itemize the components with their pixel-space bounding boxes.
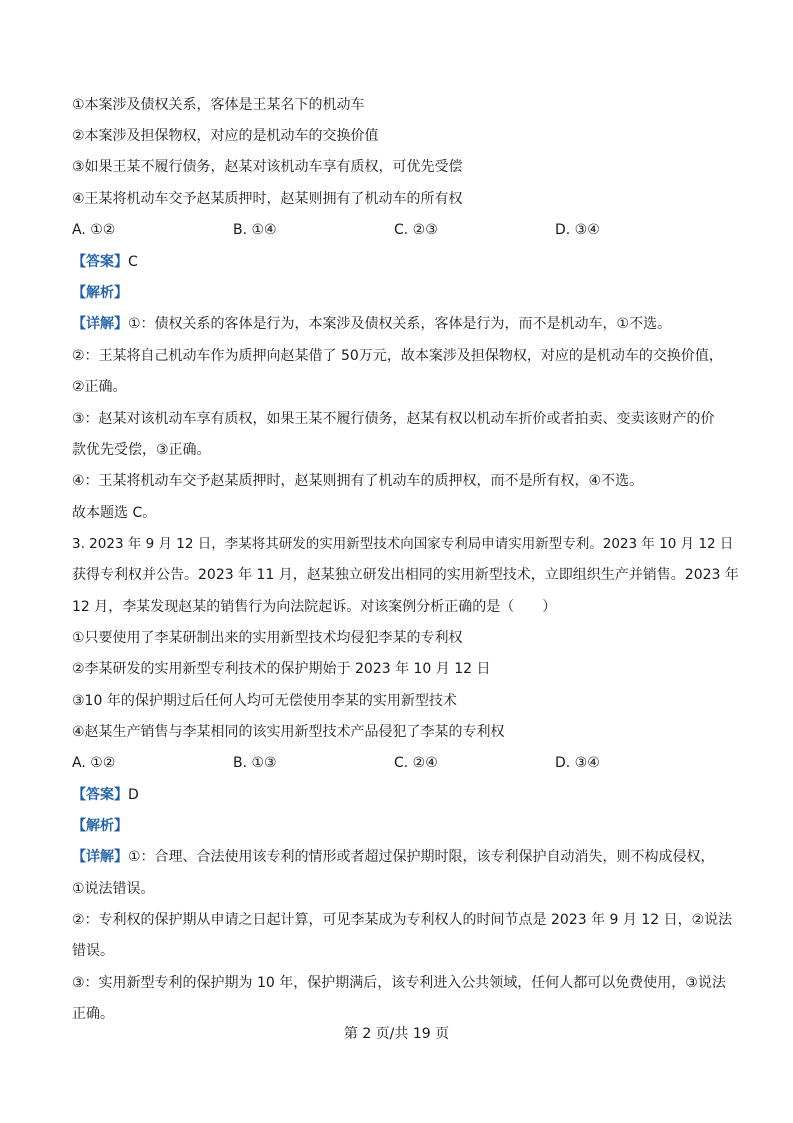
q2-option-c: C. ②③ [394,222,438,238]
detail-text: ①：合理、合法使用该专利的情形或者超过保护期时限，该专利保护自动消失，则不构成侵权， [128,849,715,865]
q3-detail-2b: 错误。 [72,943,114,959]
answer-value: C [128,254,138,270]
q2-answer [72,253,138,271]
q3-statement-1: ①只要使用了李某研制出来的实用新型技术均侵犯李某的专利权 [72,630,463,646]
page-footer: 第 2 页/共 19 页 [343,1026,450,1042]
q3-option-b: B. ①③ [233,755,277,771]
q2-detail-1 [72,315,671,333]
detail-tag: 【详解】 [72,849,128,865]
q3-option-d: D. ③④ [555,755,600,771]
detail-text: ①：债权关系的客体是行为，本案涉及债权关系，客体是行为，而不是机动车，①不选。 [128,316,672,332]
q3-statement-3: ③10 年的保护期过后任何人均可无偿使用李某的实用新型技术 [72,693,457,709]
q2-detail-2b: ②正确。 [72,379,127,395]
q3-option-a: A. ①② [72,755,116,771]
answer-value: D [128,787,139,803]
q3-option-c: C. ②④ [394,755,438,771]
q2-detail-4: ④：王某将机动车交予赵某质押时，赵某则拥有了机动车的质押权，而不是所有权，④不选。 [72,473,644,489]
q2-statement-2: ②本案涉及担保物权，对应的是机动车的交换价值 [72,128,379,144]
q2-analysis-heading [72,284,128,302]
q2-option-a: A. ①② [72,222,116,238]
q2-detail-2a: ②：王某将自己机动车作为质押向赵某借了 50万元，故本案涉及担保物权，对应的是机动车的交换价值， [72,348,723,364]
answer-tag: 【答案】 [72,254,128,270]
q3-stem-3: 12 月，李某发现赵某的销售行为向法院起诉。对该案例分析正确的是（ ） [72,599,557,615]
q3-statement-2: ②李某研发的实用新型专利技术的保护期始于 2023 年 10 月 12 日 [72,661,491,677]
q3-stem-1: 3. 2023 年 9 月 12 日，李某将其研发的实用新型技术向国家专利局申请实用新型专利。2023 年 10 月 12 日 [72,536,734,552]
answer-tag: 【答案】 [72,787,128,803]
q3-detail-2a: ②：专利权的保护期从申请之日起计算，可见李某成为专利权人的时间节点是 2023 年 9 月 12 日，②说法 [72,912,733,928]
q3-statement-4: ④赵某生产销售与李某相同的该实用新型技术产品侵犯了李某的专利权 [72,724,505,740]
q3-detail-3a: ③：实用新型专利的保护期为 10 年，保护期满后，该专利进入公共领域，任何人都可以免费使用，③说法 [72,975,726,991]
q2-option-d: D. ③④ [555,222,600,238]
q2-statement-1: ①本案涉及债权关系，客体是王某名下的机动车 [72,97,365,113]
q3-stem-2: 获得专利权并公告。2023 年 11 月，赵某独立研发出相同的实用新型技术，立即组织生产并销售。2023 年 [72,567,739,583]
q2-option-b: B. ①④ [233,222,277,238]
q3-analysis-heading [72,817,128,835]
q3-detail-1b: ①说法错误。 [72,881,155,897]
q3-detail-1a [72,848,715,866]
q2-statement-4: ④王某将机动车交予赵某质押时，赵某则拥有了机动车的所有权 [72,191,463,207]
q3-answer [72,786,139,804]
detail-tag: 【详解】 [72,316,128,332]
q3-detail-3b: 正确。 [72,1006,114,1022]
q2-detail-3b: 款优先受偿，③正确。 [72,442,211,458]
q2-statement-3: ③如果王某不履行债务，赵某对该机动车享有质权，可优先受偿 [72,159,463,175]
q2-detail-3a: ③：赵某对该机动车享有质权，如果王某不履行债务，赵某有权以机动车折价或者拍卖、变卖该财产的价 [72,411,715,427]
analysis-tag: 【解析】 [72,818,128,834]
q2-conclusion: 故本题选 C。 [72,505,157,521]
analysis-tag: 【解析】 [72,285,128,301]
